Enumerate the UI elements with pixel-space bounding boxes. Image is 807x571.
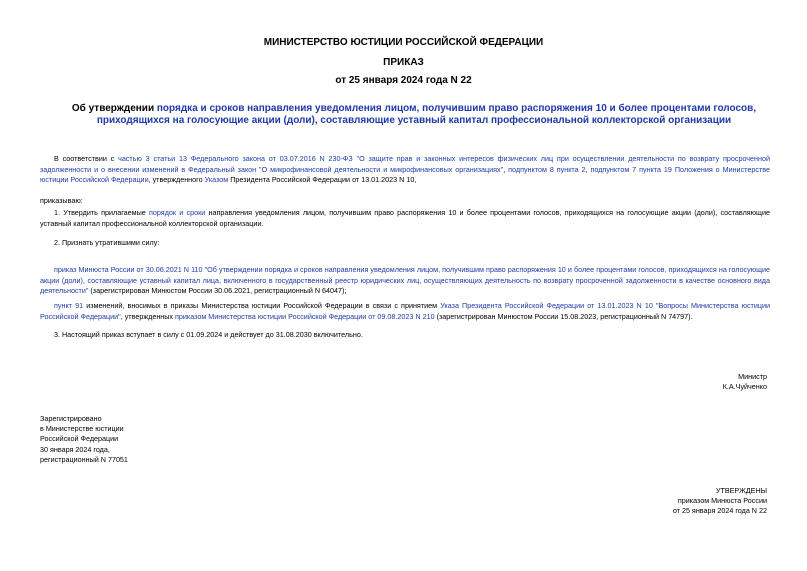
basis-link-federal-law[interactable]: частью 3 статьи 13 Федерального закона от 03.07.2016 N 230-ФЗ "О защите прав и законных интересов физических лиц при осуществлении деятельности по возврату просроченной задолженности и о внесении изменений в Федеральный закон "О микрофинансовой деятельности и микрофинансовых организациях" xyxy=(40,154,771,174)
repeal-2-link-decree-10[interactable]: Указа Президента Российской Федерации от 13.01.2023 N 10 "Вопросы Министерства юстиции Российской Федерации" xyxy=(40,301,771,321)
title-prefix: Об утверждении xyxy=(71,103,157,114)
approved-block xyxy=(673,486,767,517)
item-2-paragraph: 2. Признать утратившими силу: xyxy=(54,238,160,247)
basis-link-decree[interactable]: Указом xyxy=(204,175,229,185)
item-1-text-2: направления уведомления лицом, получившим право распоряжения 10 и более процентами голосов, приходящихся на голосующие акции (доли), составляющие уставный капитал профессиональной коллекторской организации. xyxy=(40,208,770,228)
repeal-2-paragraph xyxy=(40,301,770,322)
approved-line: УТВЕРЖДЕНЫ xyxy=(715,486,767,495)
approved-line: приказом Минюста России xyxy=(677,496,767,506)
title-link[interactable]: порядка и сроков направления уведомления лицом, получившим право распоряжения 10 и более процентами голосов, приходящихся на голосующие акции (доли), составляющие уставный капитал профессиональной коллекторской организации xyxy=(96,103,757,126)
document-type: ПРИКАЗ xyxy=(383,57,424,68)
basis-text-1: В соответствии с xyxy=(54,154,119,163)
document-date-number: от 25 января 2024 года N 22 xyxy=(335,75,472,86)
repeal-1-paragraph xyxy=(40,265,770,297)
repeal-1-text: (зарегистрирован Минюстом России 30.06.2021, регистрационный N 64047); xyxy=(88,286,347,296)
item-1-text-1: 1. Утвердить прилагаемые xyxy=(54,208,149,217)
registration-line: Российской Федерации xyxy=(40,434,119,444)
registration-line: регистрационный N 77051 xyxy=(40,454,128,464)
repeal-2-text-2: , утвержденных xyxy=(120,311,176,321)
basis-link-subpoint-8[interactable]: подпунктом 8 пункта 2 xyxy=(508,164,586,174)
repeal-2-text-1: изменений, вносимых в приказы Министерства юстиции Российской Федерации в связи с принятием xyxy=(83,301,441,310)
ministry-heading: МИНИСТЕРСТВО ЮСТИЦИИ РОССИЙСКОЙ ФЕДЕРАЦИИ xyxy=(263,37,544,48)
repeal-2-link-point-91[interactable]: пункт 91 xyxy=(54,301,84,310)
item-1-link-procedure[interactable]: порядок и сроки xyxy=(149,208,206,217)
basis-text-6: Президента Российской Федерации от 13.01.2023 N 10, xyxy=(228,175,417,185)
document-title xyxy=(60,103,768,127)
signature-position: Министр xyxy=(738,372,767,381)
basis-link-subpoint-7[interactable]: подпунктом 7 пункта 19 xyxy=(590,164,672,174)
basis-link-regulation[interactable]: Положения о Министерстве юстиции Российской Федерации xyxy=(40,164,770,185)
repeal-1-link-order-110[interactable]: приказ Минюста России от 30.06.2021 N 110 "Об утверждении порядка и сроков направления уведомления лицом, получившим право распоряжения 10 и более процентами голосов, приходящихся на голосующие акции (доли), составляющие уставный капитал лица, включенного в государственный реестр юридических лиц, осуществляющих деятельность по возврату просроченной задолженности в качестве основного вида деятельности" xyxy=(40,265,770,296)
order-word: приказываю: xyxy=(40,196,83,205)
item-3-paragraph: 3. Настоящий приказ вступает в силу с 01.09.2024 и действует до 31.08.2030 включительно. xyxy=(54,330,363,339)
basis-text-5: , утвержденного xyxy=(148,175,205,185)
basis-text-3: , xyxy=(585,164,591,174)
legal-basis-paragraph xyxy=(40,154,770,186)
registration-line: Зарегистрировано xyxy=(40,414,102,423)
repeal-2-link-order-210[interactable]: приказом Министерства юстиции Российской Федерации от 09.08.2023 N 210 xyxy=(175,311,435,321)
registration-block xyxy=(40,414,128,465)
repeal-2-text-3: (зарегистрирован Минюстом России 15.08.2023, регистрационный N 74797). xyxy=(434,311,693,321)
approved-line: от 25 января 2024 года N 22 xyxy=(672,506,767,516)
basis-text-2: , xyxy=(503,164,509,174)
registration-line: в Министерстве юстиции xyxy=(40,424,124,434)
registration-line: 30 января 2024 года, xyxy=(40,444,110,454)
signature-name: К.А.Чуйченко xyxy=(722,382,767,392)
item-1-paragraph xyxy=(40,208,770,229)
signature-block xyxy=(723,372,767,392)
